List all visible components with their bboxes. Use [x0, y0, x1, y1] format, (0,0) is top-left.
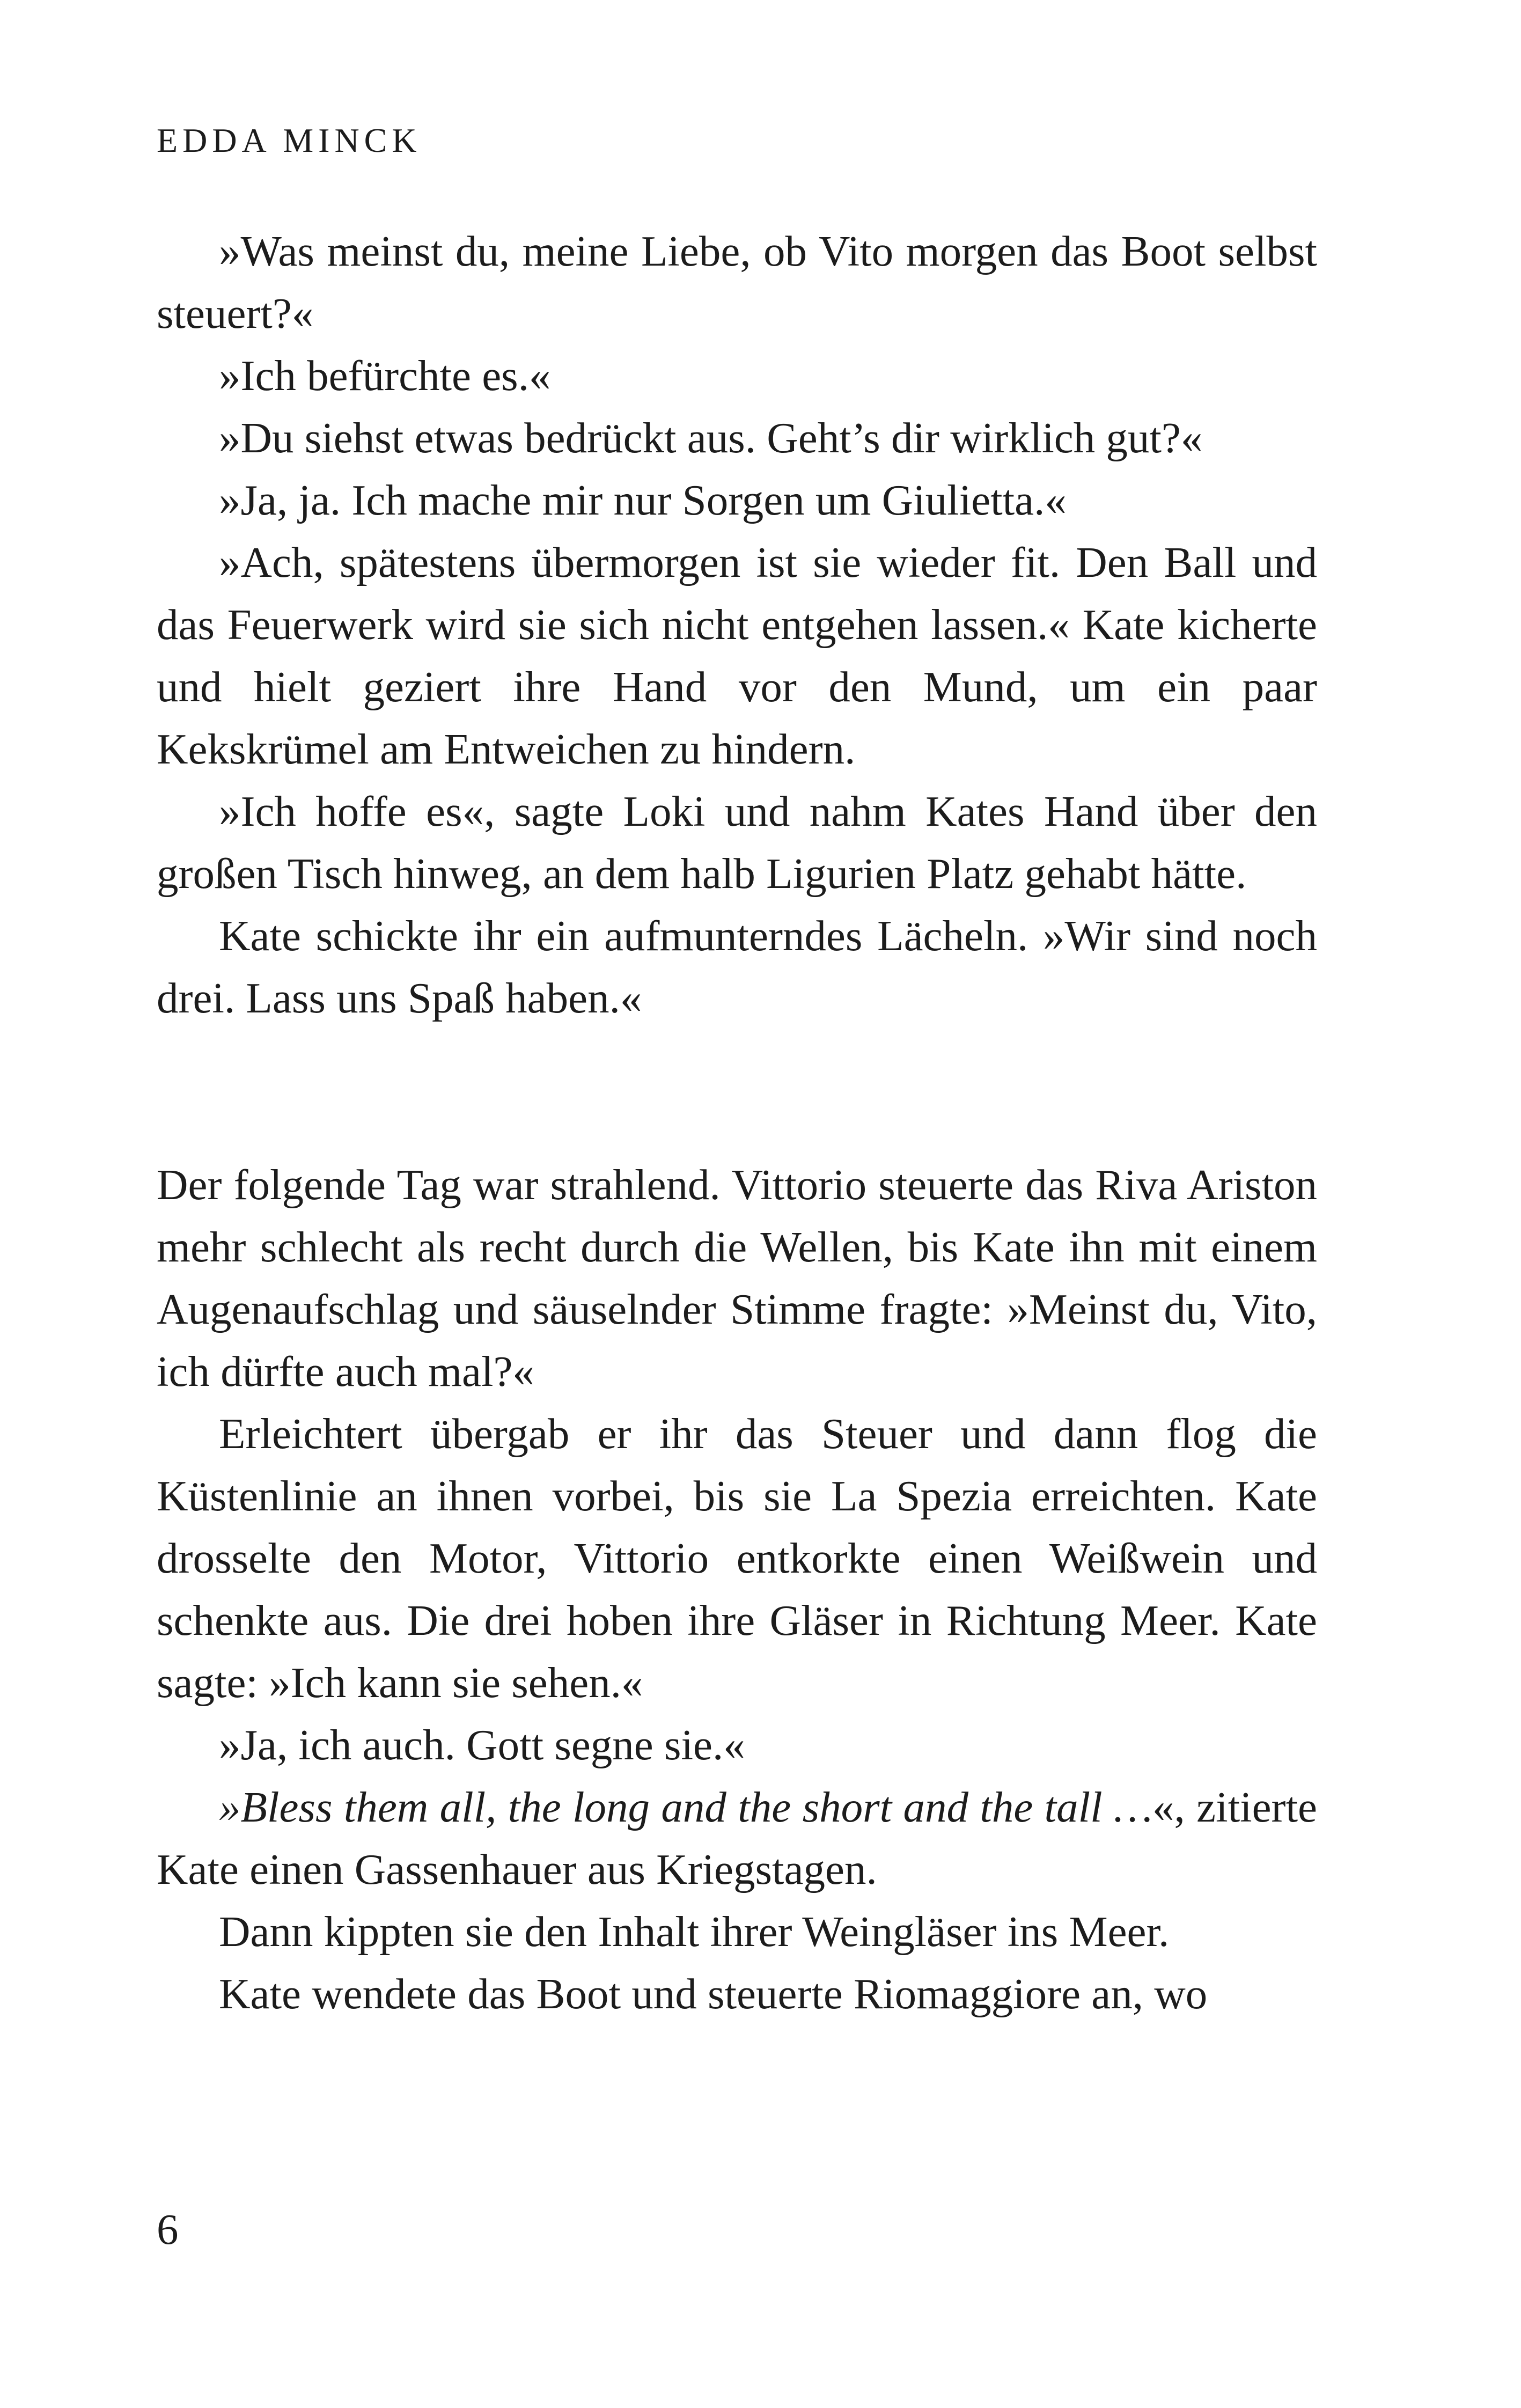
page-number: 6 — [157, 2205, 179, 2253]
song-quote: »Bless them all, the long and the short and the tall … — [219, 1783, 1153, 1831]
paragraph: »Ja, ich auch. Gott segne sie.« — [219, 1721, 745, 1769]
paragraph: »Ach, spätestens übermorgen ist sie wieder fit. Den Ball und das Feuerwerk wird sie sich nicht entgehen lassen.« Kate kicherte und hielt geziert ihre Hand vor den Mund, um ein paar Kekskrümel am Entweichen zu hindern. — [157, 538, 1317, 773]
paragraph: Kate schickte ihr ein aufmunterndes Lächeln. »Wir sind noch drei. Lass uns Spaß haben.« — [157, 912, 1317, 1022]
paragraph: »Was meinst du, meine Liebe, ob Vito morgen das Boot selbst steuert?« — [157, 227, 1317, 337]
paragraph: »Ich befürchte es.« — [219, 351, 551, 400]
paragraph: Kate wendete das Boot und steuerte Riomaggiore an, wo — [219, 1970, 1208, 2018]
paragraph-quote — [157, 1776, 1317, 1900]
paragraph: Dann kippten sie den Inhalt ihrer Weingläser ins Meer. — [219, 1907, 1170, 1956]
paragraph: »Du siehst etwas bedrückt aus. Geht’s dir wirklich gut?« — [219, 414, 1203, 462]
paragraph-scene-start: Der folgende Tag war strahlend. Vittorio steuerte das Riva Ariston mehr schlecht als recht durch die Wellen, bis Kate ihn mit einem Augenaufschlag und säuselnder Stimme fragte: »Meinst du, Vito, ich dürfte auch mal?« — [157, 1161, 1317, 1396]
paragraph: »Ich hoffe es«, sagte Loki und nahm Kates Hand über den großen Tisch hinweg, an dem halb Ligurien Platz gehabt hätte. — [157, 787, 1317, 898]
scene-break — [157, 1029, 1317, 1154]
paragraph: Erleichtert übergab er ihr das Steuer und dann flog die Küstenlinie an ihnen vorbei, bis sie La Spezia erreichten. Kate drosselte den Motor, Vittorio entkorkte einen Weißwein und schenkte aus. Die drei hoben ihre Gläser in Richtung Meer. Kate sagte: »Ich kann sie sehen.« — [157, 1409, 1317, 1707]
quote-attribution: «, zitierte Kate einen Gassenhauer aus Kriegstagen. — [157, 1783, 1317, 1893]
page-body — [157, 220, 1317, 2025]
paragraph: »Ja, ja. Ich mache mir nur Sorgen um Giulietta.« — [219, 476, 1067, 524]
running-head-author: EDDA MINCK — [157, 121, 422, 159]
